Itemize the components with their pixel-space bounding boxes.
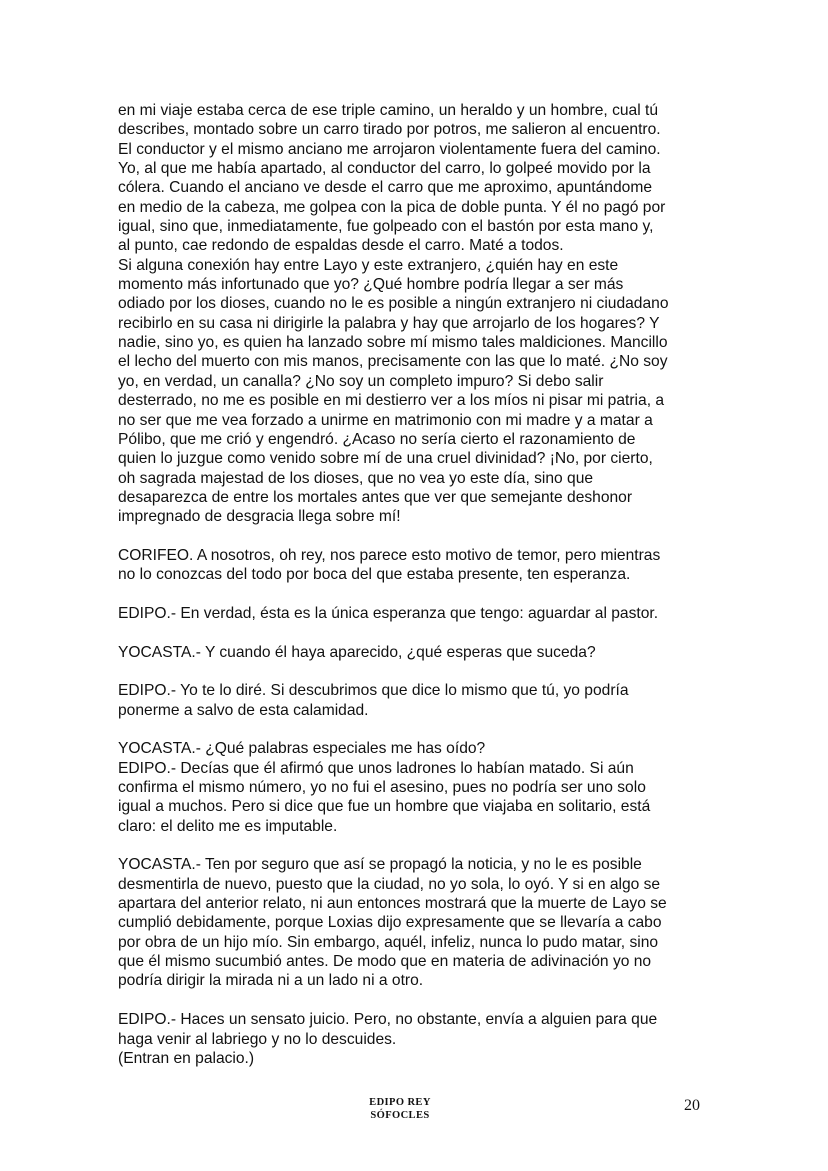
text-line: desterrado, no me es posible en mi destierro ver a los míos ni pisar mi patria, a [118,392,665,410]
text-line: EDIPO.- Haces un sensato juicio. Pero, no obstante, envía a alguien para que [118,1011,658,1029]
text-line: cumplió debidamente, porque Loxias dijo expresamente que se llevaría a cabo [118,914,662,932]
paragraph-gap [118,720,718,739]
text-line: apartara del anterior relato, ni aun entonces mostrará que la muerte de Layo se [118,895,667,913]
text-line: que él mismo sucumbió antes. De modo que en materia de adivinación yo no [118,953,652,971]
paragraph [118,604,718,623]
text-line: no ser que me vea forzado a unirme en matrimonio con mi madre y a matar a [118,411,653,429]
text-line: Yo, al que me había apartado, al conductor del carro, lo golpeé movido por la [118,160,651,178]
text-line: Pólibo, que me crió y engendró. ¿Acaso no sería cierto el razonamiento de [118,430,636,448]
text-line: momento más infortunado que yo? ¿Qué hombre podría llegar a ser más [118,276,624,294]
text-line: oh sagrada majestad de los dioses, que no vea yo este día, sino que [118,469,594,487]
text-line: no lo conozcas del todo por boca del que estaba presente, ten esperanza. [118,566,631,584]
paragraph [118,643,718,662]
paragraph-gap [118,991,718,1010]
text-line: YOCASTA.- Ten por seguro que así se propagó la noticia, y no le es posible [118,856,642,874]
text-line: desmentirla de nuevo, puesto que la ciudad, no yo sola, lo oyó. Y si en algo se [118,875,661,893]
footer-author: SÓFOCLES [370,1110,430,1121]
text-line: nadie, sino yo, es quien ha lanzado sobre mí mismo tales maldiciones. Mancillo [118,334,668,352]
text-line: desaparezca de entre los mortales antes que ver que semejante deshonor [118,488,633,506]
paragraph [118,101,718,527]
text-line: podría dirigir la mirada ni a un lado ni a otro. [118,972,424,990]
text-line: El conductor y el mismo anciano me arrojaron violentamente fuera del camino. [118,140,661,158]
paragraph [118,1010,718,1068]
text-line: haga venir al labriego y no lo descuides. [118,1030,397,1048]
text-line: EDIPO.- En verdad, ésta es la única esperanza que tengo: aguardar al pastor. [118,604,659,622]
text-line: igual, sino que, inmediatamente, fue golpeado con el bastón por esta mano y, [118,218,654,236]
paragraph [118,855,718,990]
text-line: impregnado de desgracia llega sobre mí! [118,508,401,526]
text-line: Si alguna conexión hay entre Layo y este extranjero, ¿quién hay en este [118,256,619,274]
paragraph-gap [118,585,718,604]
text-line: al punto, cae redondo de espaldas desde el carro. Maté a todos. [118,237,564,255]
text-line: en mi viaje estaba cerca de ese triple camino, un heraldo y un hombre, cual tú [118,102,659,119]
body-text [118,101,718,1068]
text-line: ponerme a salvo de esta calamidad. [118,701,369,719]
text-line: recibirlo en su casa ni dirigirle la palabra y hay que arrojarlo de los hogares? Y [118,314,660,332]
page-number: 20 [684,1097,700,1114]
page-footer [0,1097,828,1127]
text-line: el lecho del muerto con mis manos, precisamente con las que lo maté. ¿No soy [118,353,668,371]
text-line: claro: el delito me es imputable. [118,817,338,835]
text-line: EDIPO.- Decías que él afirmó que unos ladrones lo habían matado. Si aún [118,759,634,777]
text-line: YOCASTA.- ¿Qué palabras especiales me has oído? [118,740,486,758]
footer-title: EDIPO REY [369,1097,431,1108]
text-line: odiado por los dioses, cuando no le es posible a ningún extranjero ni ciudadano [118,295,669,313]
text-line: yo, en verdad, un canalla? ¿No soy un completo impuro? Si debo salir [118,372,604,390]
paragraph [118,739,718,836]
text-line: igual a muchos. Pero si dice que fue un hombre que viajaba en solitario, está [118,798,651,816]
text-line: (Entran en palacio.) [118,1049,255,1067]
paragraph [118,681,718,720]
paragraph-gap [118,623,718,642]
paragraph-gap [118,662,718,681]
text-line: confirma el mismo número, yo no fui el asesino, pues no podría ser uno solo [118,779,646,797]
text-line: CORIFEO. A nosotros, oh rey, nos parece esto motivo de temor, pero mientras [118,546,661,564]
text-line: quien lo juzgue como venido sobre mí de una cruel divinidad? ¡No, por cierto, [118,450,653,468]
paragraph-gap [118,836,718,855]
text-line: EDIPO.- Yo te lo diré. Si descubrimos que dice lo mismo que tú, yo podría [118,682,629,700]
paragraph-gap [118,527,718,546]
paragraph [118,546,718,585]
text-line: cólera. Cuando el anciano ve desde el carro que me aproximo, apuntándome [118,179,652,197]
text-line: describes, montado sobre un carro tirado por potros, me salieron al encuentro. [118,121,661,139]
text-line: por obra de un hijo mío. Sin embargo, aquél, infeliz, nunca lo pudo matar, sino [118,933,659,951]
text-line: en medio de la cabeza, me golpea con la pica de doble punta. Y él no pagó por [118,198,666,216]
text-line: YOCASTA.- Y cuando él haya aparecido, ¿qué esperas que suceda? [118,643,596,661]
